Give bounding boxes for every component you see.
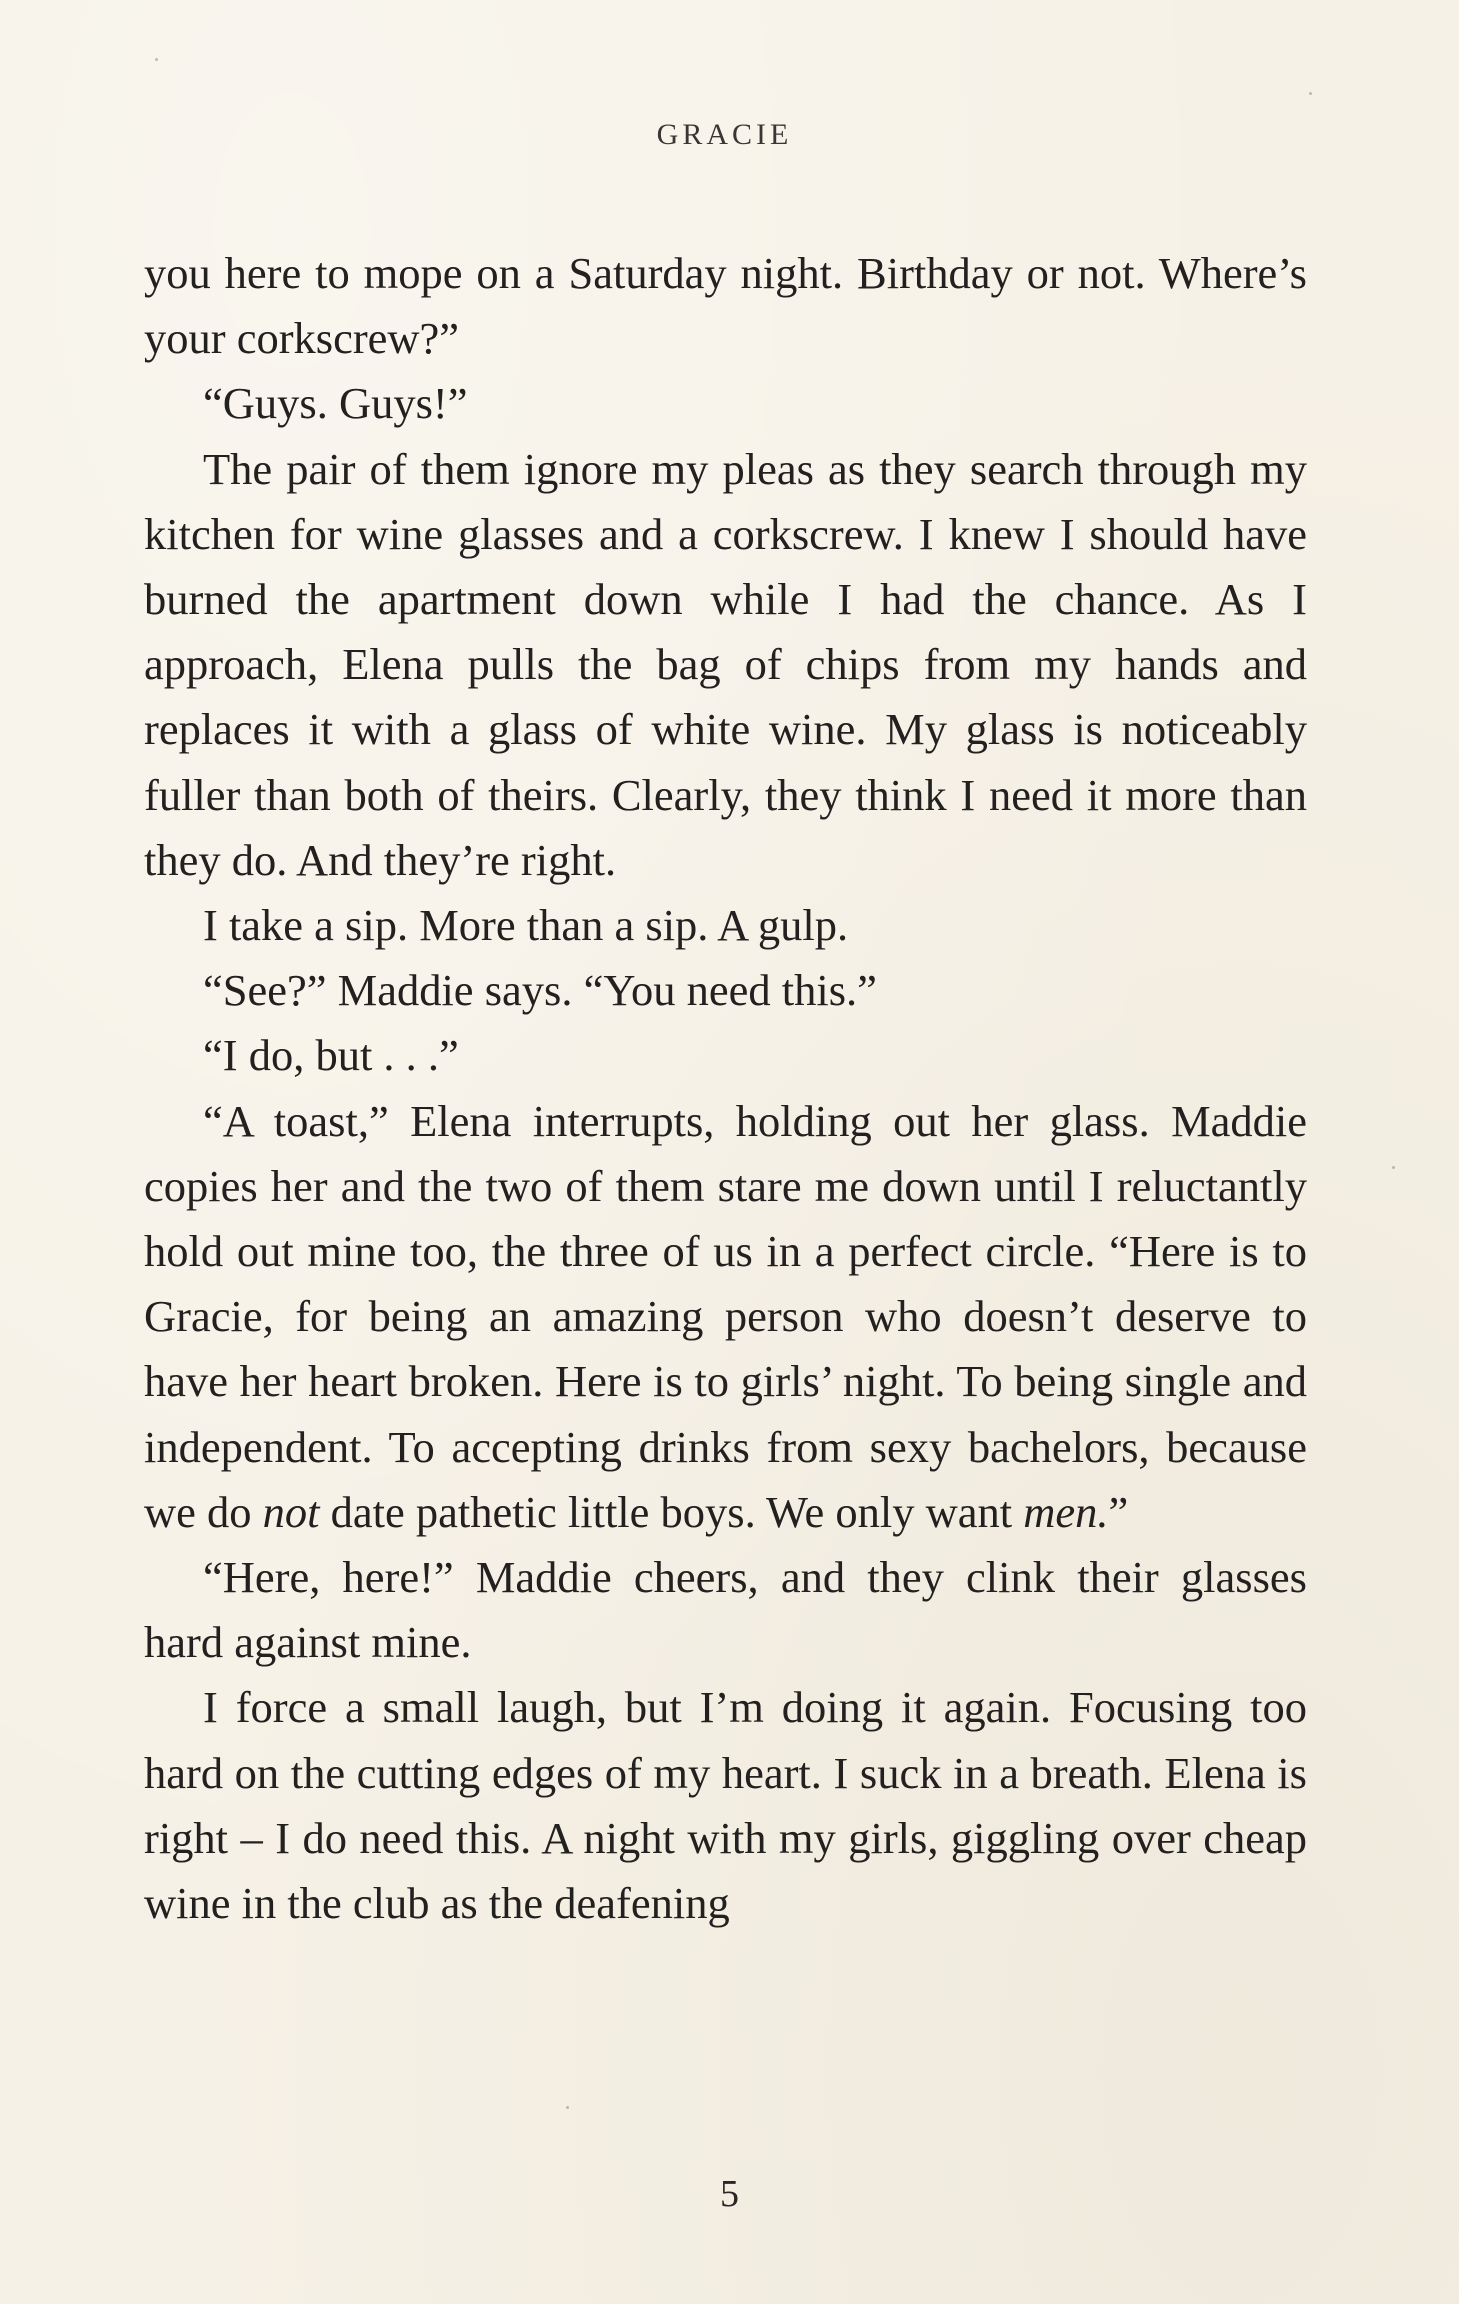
paper-speck <box>155 58 158 61</box>
paragraph-9-text: I force a small laugh, but I’m doing it again. Focusing too hard on the cutting edges of my heart. I suck in a breath. Elena is right – I do need this. A night with my girls, giggling over cheap wine in the club as the deafening <box>144 1682 1307 1929</box>
paragraph-2-text: “Guys. Guys!” <box>203 378 468 429</box>
paragraph-7-italic-not: not <box>262 1486 320 1537</box>
paragraph-6-text: “I do, but . . .” <box>203 1030 459 1081</box>
running-head: GRACIE <box>656 118 793 151</box>
paper-speck <box>1392 1166 1395 1169</box>
paper-speck <box>1309 92 1312 95</box>
paragraph-6 <box>144 1023 1307 1088</box>
paragraph-5 <box>144 958 1307 1023</box>
paragraph-8 <box>144 1545 1307 1675</box>
paragraph-1-text: you here to mope on a Saturday night. Birthday or not. Where’s your corkscrew?” <box>144 248 1307 364</box>
paragraph-7-close-quote: ” <box>1108 1486 1129 1537</box>
paragraph-3-text: The pair of them ignore my pleas as they search through my kitchen for wine glasses and a corkscrew. I knew I should have burned the apartment down while I had the chance. As I approach, Elena pulls the bag of chips from my hands and replaces it with a glass of white wine. My glass is noticeably fuller than both of theirs. Clearly, they think I need it more than they do. And they’re right. <box>144 443 1307 885</box>
paragraph-8-text: “Here, here!” Maddie cheers, and they clink their glasses hard against mine. <box>144 1552 1307 1668</box>
paragraph-2 <box>144 371 1307 436</box>
page-number: 5 <box>720 2173 739 2215</box>
paragraph-7-text-2: date pathetic little boys. We only want <box>319 1486 1024 1537</box>
paragraph-9 <box>144 1675 1307 1936</box>
paragraph-4-text: I take a sip. More than a sip. A gulp. <box>203 900 849 951</box>
paragraph-7 <box>144 1089 1307 1545</box>
paragraph-7-italic-men: men. <box>1023 1486 1109 1537</box>
paragraph-7-text: “A toast,” Elena interrupts, holding out her glass. Maddie copies her and the two of them stare me down until I reluctantly hold out mine too, the three of us in a perfect circle. “Here is to Gracie, for being an amazing person who doesn’t deserve to have her heart broken. Here is to girls’ night. To being single and independent. To accepting drinks from sexy bachelors, because we do <box>144 1095 1307 1537</box>
paragraph-3 <box>144 437 1307 893</box>
paragraph-1 <box>144 241 1307 371</box>
paragraph-4 <box>144 893 1307 958</box>
paragraph-5-text: “See?” Maddie says. “You need this.” <box>203 965 877 1016</box>
body-text <box>144 241 1307 1936</box>
paper-speck <box>566 2106 569 2109</box>
